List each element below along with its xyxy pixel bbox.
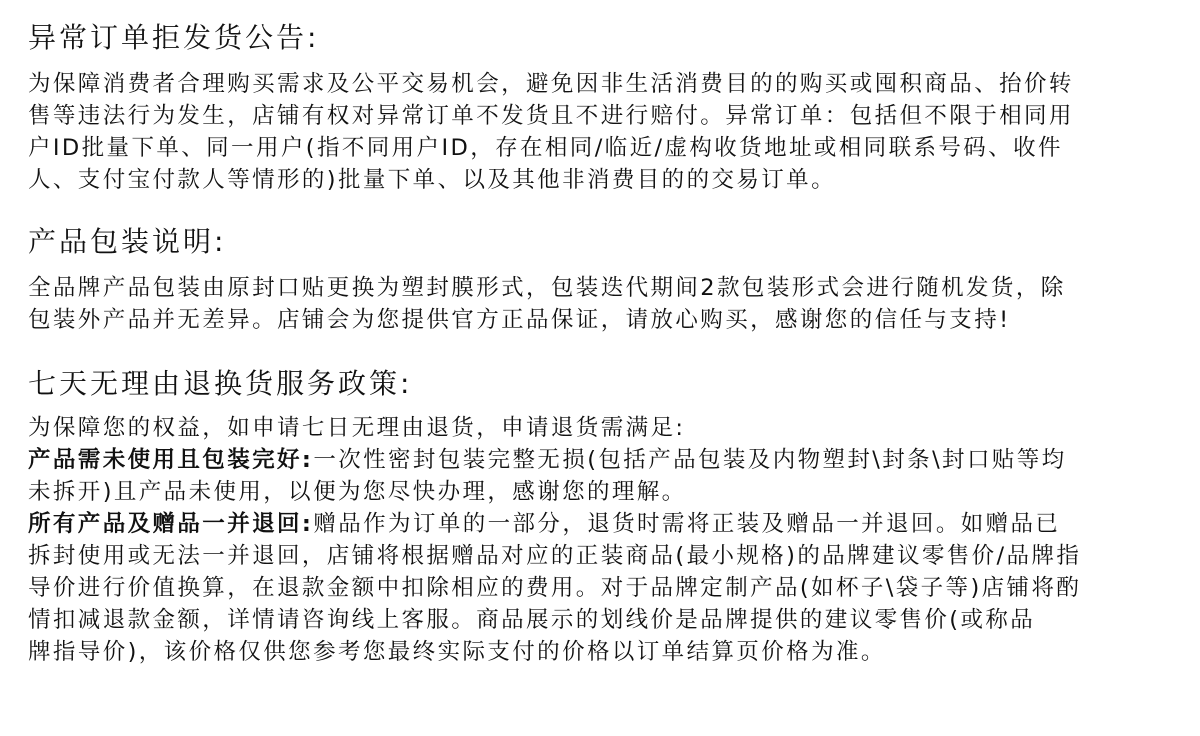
- body-line: 户ID批量下单、同一用户(指不同用户ID，存在相同/临近/虚构收货地址或相同联系号码、收件: [28, 135, 1063, 161]
- abnormal-order-section: [28, 18, 1178, 196]
- body-line: 情扣减退款金额，详情请咨询线上客服。商品展示的划线价是品牌提供的建议零售价(或称品: [28, 607, 1036, 633]
- clause-2-text: 赠品作为订单的一部分，退货时需将正装及赠品一并退回。如赠品已: [313, 511, 1061, 537]
- packaging-body: [28, 272, 1178, 336]
- abnormal-order-heading: 异常订单拒发货公告:: [28, 21, 320, 54]
- body-line: 售等违法行为发生，店铺有权对异常订单不发货且不进行赔付。异常订单：包括但不限于相同用: [28, 103, 1074, 129]
- clause-1-text: 一次性密封包装完整无损(包括产品包装及内物塑封\封条\封口贴等均: [313, 447, 1067, 473]
- clause-2-first-line: [28, 508, 1178, 540]
- body-line: 全品牌产品包装由原封口贴更换为塑封膜形式，包装迭代期间2款包装形式会进行随机发货，除: [28, 275, 1066, 301]
- body-line: 导价进行价值换算，在退款金额中扣除相应的费用。对于品牌定制产品(如杯子\袋子等)店铺将酌: [28, 575, 1082, 601]
- clause-1-first-line: [28, 444, 1178, 476]
- body-line: 包装外产品并无差异。店铺会为您提供官方正品保证，请放心购买，感谢您的信任与支持!: [28, 307, 1011, 333]
- clause-1-title: 产品需未使用且包装完好:: [28, 447, 314, 473]
- packaging-heading: 产品包装说明:: [28, 225, 227, 258]
- body-line: 为保障消费者合理购买需求及公平交易机会，避免因非生活消费目的的购买或囤积商品、抬价转: [28, 71, 1074, 97]
- clause-2-title: 所有产品及赠品一并退回:: [28, 511, 314, 537]
- packaging-section: [28, 222, 1178, 336]
- return-policy-section: [28, 364, 1178, 668]
- policy-notice-document: [28, 18, 1178, 690]
- body-line: 拆封使用或无法一并退回，店铺将根据赠品对应的正装商品(最小规格)的品牌建议零售价/品牌指: [28, 543, 1082, 569]
- return-policy-intro: 为保障您的权益，如申请七日无理由退货，申请退货需满足:: [28, 415, 686, 441]
- abnormal-order-body: [28, 68, 1178, 196]
- return-policy-body: [28, 412, 1178, 668]
- body-line: 牌指导价)，该价格仅供您参考您最终实际支付的价格以订单结算页价格为准。: [28, 639, 886, 665]
- return-policy-heading: 七天无理由退换货服务政策:: [28, 367, 413, 400]
- body-line: 未拆开)且产品未使用，以便为您尽快办理，感谢您的理解。: [28, 479, 687, 505]
- body-line: 人、支付宝付款人等情形的)批量下单、以及其他非消费目的的交易订单。: [28, 167, 836, 193]
